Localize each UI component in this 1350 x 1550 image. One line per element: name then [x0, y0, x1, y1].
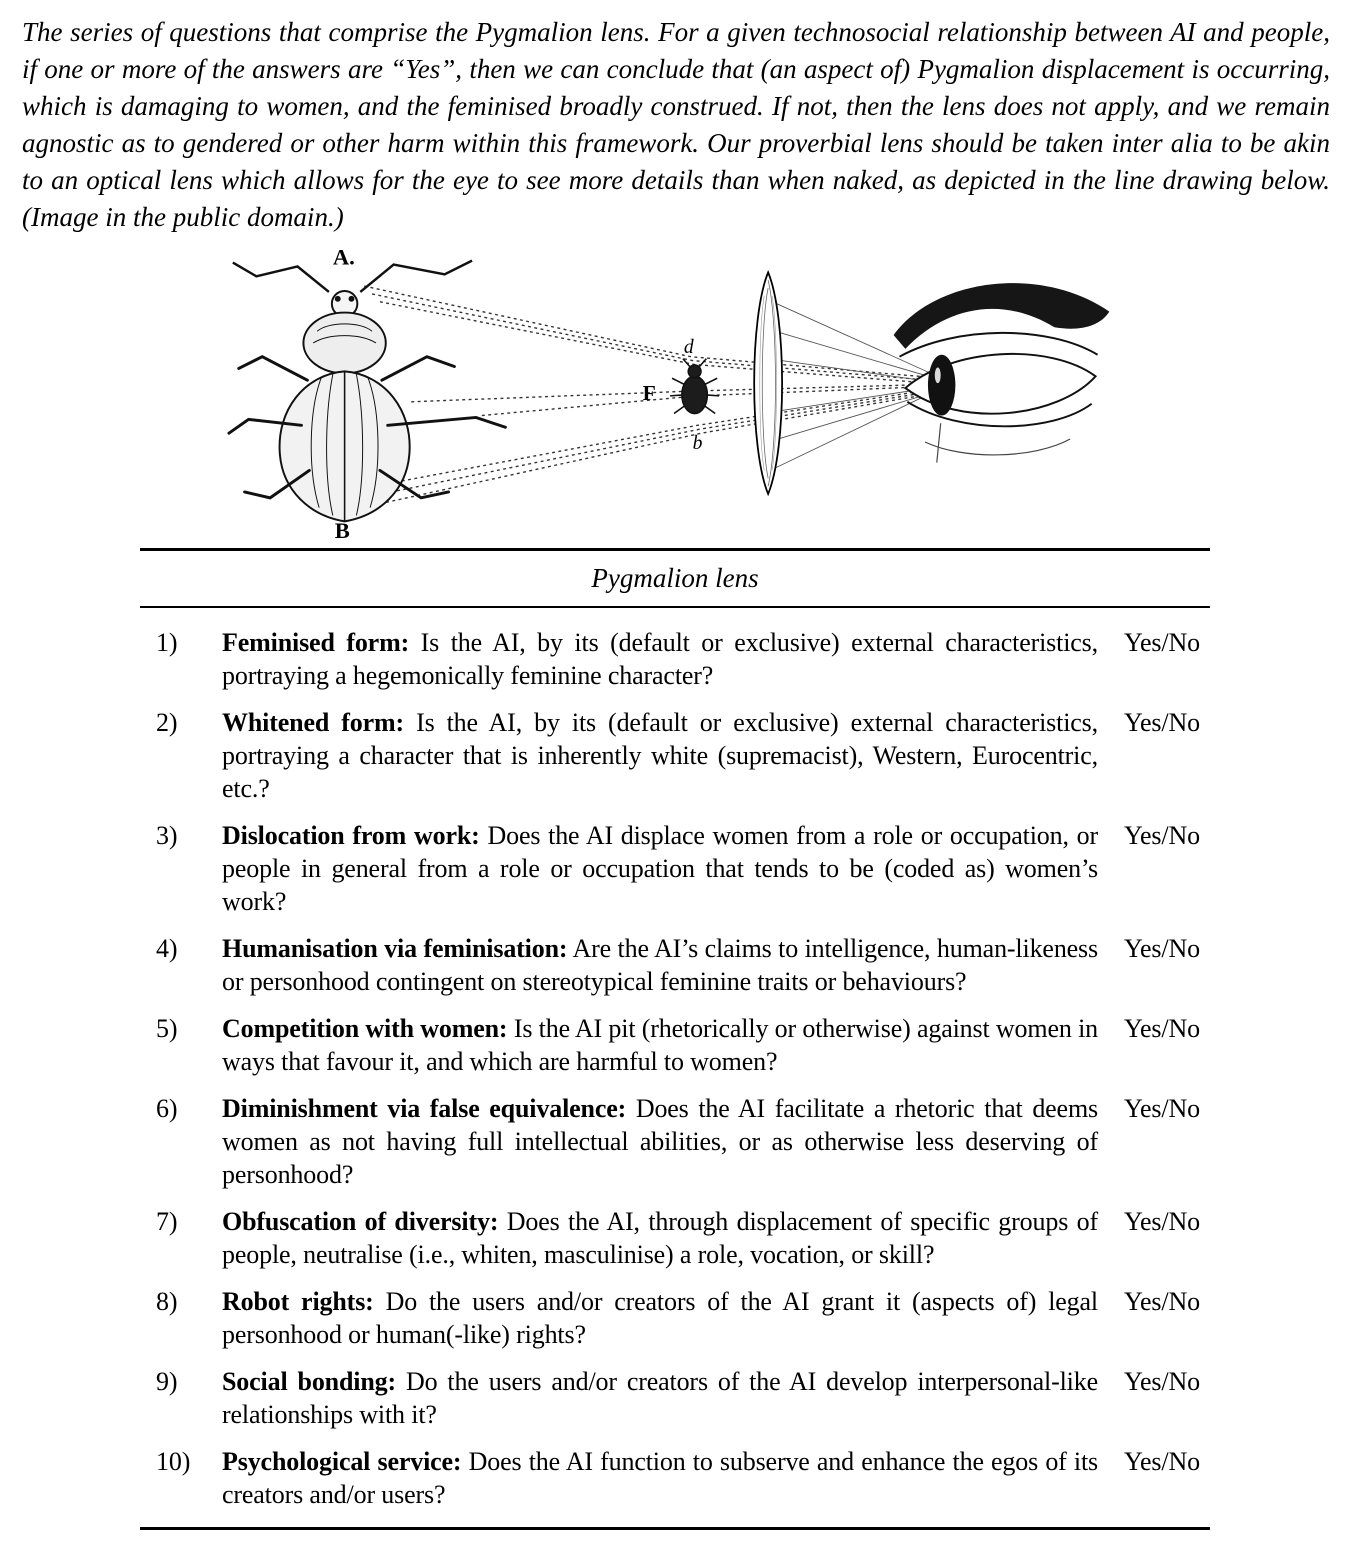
label-b-small-point: b: [692, 432, 703, 454]
question-number: 3): [156, 821, 178, 850]
paper-figure-page: [0, 14, 1350, 1530]
label-b-point: B: [334, 518, 350, 541]
question-body: Does the AI function to subserve and enhance the egos of its creators and/or users?: [222, 1447, 1098, 1509]
question-rows: [140, 608, 1210, 1527]
question-row-9: [140, 1365, 1210, 1431]
question-body: Does the AI, through displacement of specific groups of people, neutralise (i.e., whiten, masculinise) a role, vocation, or skill?: [222, 1207, 1098, 1269]
answer-options: Yes/No: [1124, 628, 1200, 657]
question-number: 4): [156, 934, 178, 963]
question-number: 5): [156, 1014, 178, 1043]
question-label: Diminishment via false equivalence:: [222, 1094, 627, 1123]
answer-options: Yes/No: [1124, 821, 1200, 850]
question-number: 9): [156, 1367, 178, 1396]
magnifying-lens: [754, 272, 782, 494]
answer-options: Yes/No: [1124, 934, 1200, 963]
question-row-1: [140, 626, 1210, 692]
question-text: [222, 932, 1124, 998]
question-text: [222, 1365, 1124, 1431]
large-beetle: [229, 261, 505, 522]
question-text: [222, 819, 1124, 918]
answer-options: Yes/No: [1124, 1207, 1200, 1236]
table-title: Pygmalion lens: [591, 563, 759, 593]
question-body: Is the AI pit (rhetorically or otherwise) against women in ways that favour it, and which are harmful to women?: [222, 1014, 1099, 1076]
question-number: 2): [156, 708, 178, 737]
answer-options: Yes/No: [1124, 1447, 1200, 1476]
question-label: Obfuscation of diversity:: [222, 1207, 499, 1236]
question-body: Are the AI’s claims to intelligence, human-likeness or personhood contingent on stereotypical feminine traits or behaviours?: [222, 934, 1098, 996]
question-text: [222, 1285, 1124, 1351]
question-label: Humanisation via feminisation:: [222, 934, 568, 963]
question-label: Social bonding:: [222, 1367, 397, 1396]
question-number: 6): [156, 1094, 178, 1123]
question-row-5: [140, 1012, 1210, 1078]
label-f-point: F: [642, 380, 656, 405]
question-body: Is the AI, by its (default or exclusive) external characteristics, portraying a hegemonically feminine character?: [222, 628, 1099, 690]
question-text: [222, 1012, 1124, 1078]
question-number: 7): [156, 1207, 178, 1236]
answer-options: Yes/No: [1124, 1014, 1200, 1043]
question-label: Dislocation from work:: [222, 821, 480, 850]
figure-caption: The series of questions that comprise the Pygmalion lens. For a given technosocial relationship between AI and people, if one or more of the answers are “Yes”, then we can conclude that (an aspect of) Pygmalion displacement is occurring, which is damaging to women, and the feminised broadly construed. If not, then the lens does not apply, and we remain agnostic as to gendered or other harm within this framework. Our proverbial lens should be taken inter alia to be akin to an optical lens which allows for the eye to see more details than when naked, as depicted in the line drawing below. (Image in the public domain.): [22, 17, 1330, 232]
question-text: [222, 1092, 1124, 1191]
question-row-2: [140, 706, 1210, 805]
question-text: [222, 1205, 1124, 1271]
question-text: [222, 1445, 1124, 1511]
question-label: Feminised form:: [222, 628, 410, 657]
question-label: Robot rights:: [222, 1287, 374, 1316]
question-label: Psychological service:: [222, 1447, 462, 1476]
question-label: Competition with women:: [222, 1014, 508, 1043]
lens-diagram-svg: [210, 241, 1140, 541]
question-number: 8): [156, 1287, 178, 1316]
question-text: [222, 626, 1124, 692]
optical-lens-figure: [0, 240, 1350, 542]
question-row-10: [140, 1445, 1210, 1511]
question-body: Do the users and/or creators of the AI develop interpersonal-like relationships with it?: [222, 1367, 1098, 1429]
small-beetle: [670, 359, 719, 414]
question-body: Do the users and/or creators of the AI grant it (aspects of) legal personhood or human(-like) rights?: [222, 1287, 1098, 1349]
question-number: 1): [156, 628, 178, 657]
answer-options: Yes/No: [1124, 708, 1200, 737]
pygmalion-lens-table: [140, 548, 1210, 1530]
question-row-8: [140, 1285, 1210, 1351]
answer-options: Yes/No: [1124, 1094, 1200, 1123]
question-text: [222, 706, 1124, 805]
label-d-point: d: [683, 336, 694, 358]
iris: [928, 355, 955, 416]
table-bottom-rule: [140, 1527, 1210, 1530]
eye: [894, 283, 1110, 462]
question-body: Is the AI, by its (default or exclusive) external characteristics, portraying a character that is inherently white (supremacist), Western, Eurocentric, etc.?: [222, 708, 1098, 803]
label-a-point: A.: [332, 244, 355, 270]
question-body: Does the AI displace women from a role or occupation, or people in general from a role or occupation that tends to be (coded as) women’s work?: [222, 821, 1098, 916]
question-label: Whitened form:: [222, 708, 404, 737]
question-row-3: [140, 819, 1210, 918]
answer-options: Yes/No: [1124, 1367, 1200, 1396]
question-body: Does the AI facilitate a rhetoric that deems women as not having full intellectual abilities, or as otherwise less deserving of personhood?: [222, 1094, 1098, 1189]
answer-options: Yes/No: [1124, 1287, 1200, 1316]
question-row-4: [140, 932, 1210, 998]
question-row-6: [140, 1092, 1210, 1191]
question-row-7: [140, 1205, 1210, 1271]
question-number: 10): [156, 1447, 191, 1476]
eyebrow: [894, 283, 1110, 349]
